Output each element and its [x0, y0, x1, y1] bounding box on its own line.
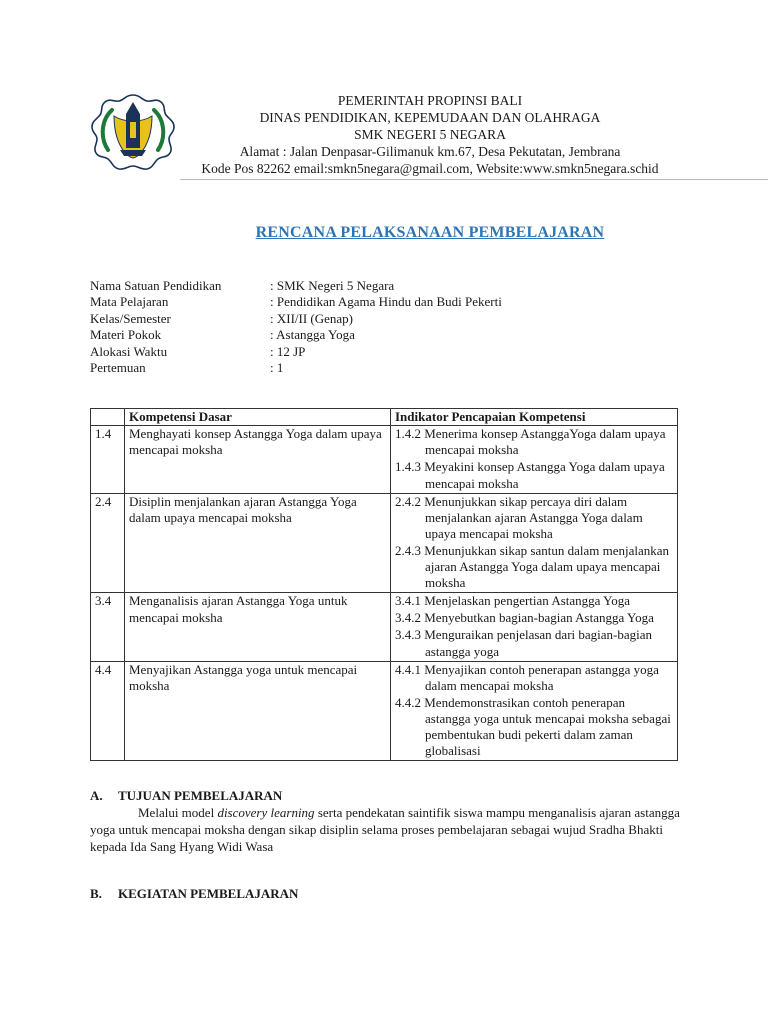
indicator-text: Menunjukkan sikap percaya diri dalam menjalankan ajaran Astangga Yoga dalam upaya mencapai moksha: [424, 493, 643, 542]
indicator-item: [395, 662, 673, 694]
indicator-item: [395, 627, 673, 659]
document-title-text: RENCANA PELAKSANAAN PEMBELAJARAN: [255, 224, 605, 241]
identity-row-subject: [90, 294, 502, 310]
identity-label: Mata Pelajaran: [90, 294, 169, 310]
indicator-text: Meyakini konsep Astangga Yoga dalam upaya mencapai moksha: [424, 459, 665, 491]
header-line-government: PEMERINTAH PROPINSI BALI: [337, 93, 523, 108]
row-number: 2.4: [91, 493, 125, 593]
table-row: [91, 661, 678, 761]
identity-row-meeting: [90, 360, 502, 376]
section-a-paragraph: [90, 804, 680, 855]
indicator-item: [395, 610, 673, 626]
indicator-text: Menguraikan penjelasan dari bagian-bagian astangga yoga: [424, 627, 653, 659]
indicator-code: 1.4.3: [395, 459, 421, 475]
table-row: [91, 493, 678, 593]
indicator-item: [395, 593, 673, 609]
row-number: 3.4: [91, 593, 125, 661]
indicator-item: [395, 494, 673, 543]
identity-label: Alokasi Waktu: [90, 343, 168, 359]
indicator-code: 3.4.3: [395, 627, 421, 643]
paragraph-italic: discovery learning: [217, 805, 315, 820]
header-no: [91, 409, 125, 426]
indicator-code: 4.4.2: [395, 694, 421, 710]
indicator-text: Mendemonstrasikan contoh penerapan astangga yoga untuk mencapai moksha sebagai pembentukan budi pekerti dalam zaman globalisasi: [424, 694, 671, 759]
row-kd: Menghayati konsep Astangga Yoga dalam upaya mencapai moksha: [125, 426, 391, 493]
document-title: [90, 224, 768, 242]
emblem-graphic: [90, 92, 176, 172]
row-number: 4.4: [91, 661, 125, 761]
paragraph-indent: [90, 805, 138, 820]
row-indicators: [391, 593, 678, 661]
indicator-item: [395, 426, 673, 458]
indicator-text: Menjelaskan pengertian Astangga Yoga: [424, 593, 631, 609]
identity-value: : SMK Negeri 5 Negara: [270, 278, 395, 293]
table-row: [91, 426, 678, 493]
paragraph-rest: serta pendekatan saintifik siswa mampu menganalisis ajaran astangga yoga untuk mencapai moksha dengan sikap disiplin selama proses pembelajaran sebagai wujud Sradha Bhakti kepada Ida Sang Hyang Widi Wasa: [90, 805, 680, 854]
identity-label: Kelas/Semester: [90, 310, 171, 326]
letterhead: [180, 92, 680, 177]
indicator-code: 3.4.2: [395, 610, 421, 626]
section-a-letter: A.: [90, 788, 103, 803]
identity-label: Nama Satuan Pendidikan: [90, 278, 222, 293]
table-row: [91, 593, 678, 661]
identity-block: [90, 278, 502, 376]
row-kd: Menyajikan Astangga yoga untuk mencapai moksha: [125, 661, 391, 761]
header-line-address: Alamat : Jalan Denpasar-Gilimanuk km.67, Desa Pekutatan, Jembrana: [239, 144, 621, 159]
indicator-item: [395, 695, 673, 760]
row-indicators: [391, 661, 678, 761]
identity-row-topic: [90, 327, 502, 343]
indicator-code: 2.4.2: [395, 493, 421, 509]
letterhead-divider: [180, 179, 768, 180]
header-line-department: DINAS PENDIDIKAN, KEPEMUDAAN DAN OLAHRAGA: [259, 110, 601, 125]
indicator-code: 1.4.2: [395, 426, 421, 442]
section-a-heading: [90, 788, 282, 804]
indicator-item: [395, 543, 673, 592]
section-b-heading: [90, 886, 298, 902]
section-a-title: TUJUAN PEMBELAJARAN: [118, 788, 283, 803]
identity-value: : XII/II (Genap): [270, 310, 354, 326]
table-header-row: [91, 409, 678, 426]
header-line-school: SMK NEGERI 5 NEGARA: [354, 127, 506, 142]
header-line-contact: Kode Pos 82262 email:smkn5negara@gmail.com, Website:www.smkn5negara.schid: [201, 161, 659, 176]
row-indicators: [391, 493, 678, 593]
identity-label: Pertemuan: [90, 360, 146, 376]
identity-label: Materi Pokok: [90, 327, 162, 343]
row-indicators: [391, 426, 678, 493]
identity-value: : Pendidikan Agama Hindu dan Budi Pekerti: [270, 294, 502, 310]
section-b-title: KEGIATAN PEMBELAJARAN: [118, 886, 299, 901]
identity-value: : Astangga Yoga: [270, 327, 355, 343]
identity-value: : 12 JP: [270, 343, 306, 359]
indicator-code: 4.4.1: [395, 661, 421, 677]
row-number: 1.4: [91, 426, 125, 493]
identity-row-school: [90, 278, 502, 294]
section-b-letter: B.: [90, 886, 102, 901]
indicator-text: Menyajikan contoh penerapan astangga yoga dalam mencapai moksha: [424, 661, 659, 693]
row-kd: Disiplin menjalankan ajaran Astangga Yoga dalam upaya mencapai moksha: [125, 493, 391, 593]
indicator-code: 3.4.1: [395, 593, 421, 609]
header-kd: Kompetensi Dasar: [125, 409, 391, 426]
identity-row-time: [90, 344, 502, 360]
indicator-item: [395, 459, 673, 491]
school-emblem-icon: [90, 92, 176, 172]
header-ipk: Indikator Pencapaian Kompetensi: [391, 409, 678, 426]
indicator-text: Menunjukkan sikap santun dalam menjalankan ajaran Astangga Yoga dalam upaya mencapai moksha: [424, 543, 670, 591]
indicator-text: Menerima konsep AstanggaYoga dalam upaya mencapai moksha: [424, 426, 666, 458]
identity-value: : 1: [270, 360, 284, 376]
paragraph-start: Melalui model: [138, 805, 218, 820]
competency-table: [90, 408, 678, 761]
indicator-code: 2.4.3: [395, 543, 421, 559]
identity-row-class: [90, 311, 502, 327]
row-kd: Menganalisis ajaran Astangga Yoga untuk mencapai moksha: [125, 593, 391, 661]
indicator-text: Menyebutkan bagian-bagian Astangga Yoga: [424, 610, 654, 626]
